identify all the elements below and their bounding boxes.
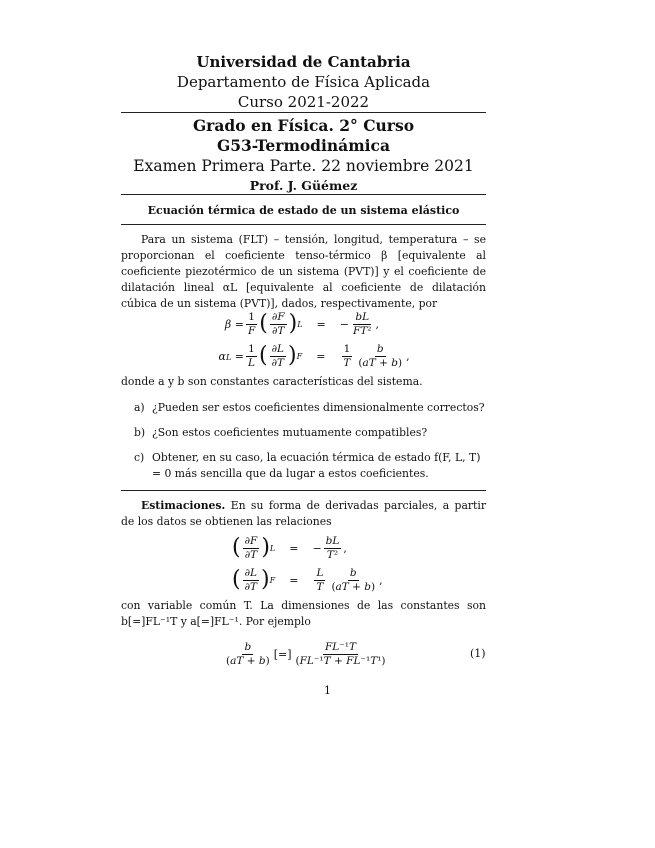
constants-note: donde a y b son constantes características del sistema. xyxy=(121,375,423,388)
exam-line: Examen Primera Parte. 22 noviembre 2021 xyxy=(133,157,474,175)
question-text: Obtener, en su caso, la ecuación térmica de estado f(F, L, T) = 0 más sencilla que da lugar a estos coeficientes. xyxy=(152,451,481,480)
intro-paragraph: Para un sistema (FLT) – tensión, longitud, temperatura – se proporcionan el coeficiente tenso-térmico β [equivalente al coeficiente piezotérmico de un sistema (PVT)] y el coeficiente de dilatación lineal αL [equivalente al coeficiente de dilatación cúbica de un sistema (PVT)], dados, respectivamente, por xyxy=(121,233,486,310)
question-a xyxy=(134,400,486,416)
question-label: a) xyxy=(134,401,145,414)
university-name: Universidad de Cantabria xyxy=(196,53,411,71)
dF-dT-equation: ( $\frac{\partial F}{\partial T}$ ) L = − $\frac{bL}{\text{T²}}$ , xyxy=(232,534,347,561)
section-title: Ecuación térmica de estado de un sistema elástico xyxy=(147,204,460,217)
department-name: Departamento de Física Aplicada xyxy=(176,73,431,91)
professor-line: Prof. J. Güémez xyxy=(249,178,358,193)
dimension-equation xyxy=(222,638,390,670)
dimensions-paragraph: con variable común T. La dimensiones de las constantes son b[=]FL⁻¹T y a[=]FL⁻¹. Por ejemplo xyxy=(121,599,486,628)
estimaciones-paragraph xyxy=(121,498,486,530)
alpha-equation: αL = $\frac{1}{L}$ ( $\frac{\partial L}{\partial T}$ ) F = $\frac{1}{T}$ $\frac{b}{(aT + b)}$ , xyxy=(218,342,410,369)
beta-equation: β = $\frac{1}{F}$ ( $\frac{\partial F}{\partial T}$ ) L = − $\frac{bL}{\text{FT²}}$ , xyxy=(224,310,379,337)
exam-header xyxy=(121,52,486,112)
header-rule-top xyxy=(121,112,486,113)
degree-line: Grado en Física. 2° Curso xyxy=(192,116,415,135)
partial-derivative-equations xyxy=(232,532,383,596)
question-text: ¿Pueden ser estos coeficientes dimensionalmente correctos? xyxy=(152,401,485,414)
estimaciones-rule xyxy=(121,490,486,491)
question-c xyxy=(134,450,486,482)
questions-list xyxy=(134,400,486,491)
subject-line: G53-Termodinámica xyxy=(216,136,390,155)
question-label: b) xyxy=(134,426,146,439)
estimaciones-text: En su forma de derivadas parciales, a partir de los datos se obtienen las relaciones xyxy=(121,499,487,528)
equation-number: (1) xyxy=(470,647,486,660)
dL-dT-equation: ( $\frac{\partial L}{\partial T}$ ) F = $\frac{L}{T}$ $\frac{b}{(aT + b)}$ , xyxy=(232,566,383,593)
dimension-equation-row: $\frac{b}{(aT + b)}$ [=] $\frac{\text{FL⁻¹T}}{\text{(FL⁻¹T + FL⁻¹T¹)}}$ xyxy=(226,640,386,667)
header-rule-bottom xyxy=(121,194,486,195)
course-info xyxy=(121,116,486,196)
course-year: Curso 2021-2022 xyxy=(237,93,370,111)
question-text: ¿Son estos coeficientes mutuamente compatibles? xyxy=(152,426,428,439)
coefficient-equations xyxy=(210,308,410,372)
estimaciones-heading: Estimaciones. xyxy=(141,499,226,512)
question-b xyxy=(134,425,486,441)
section-rule xyxy=(121,224,486,225)
question-label: c) xyxy=(134,451,145,464)
page-number: 1 xyxy=(324,684,331,697)
